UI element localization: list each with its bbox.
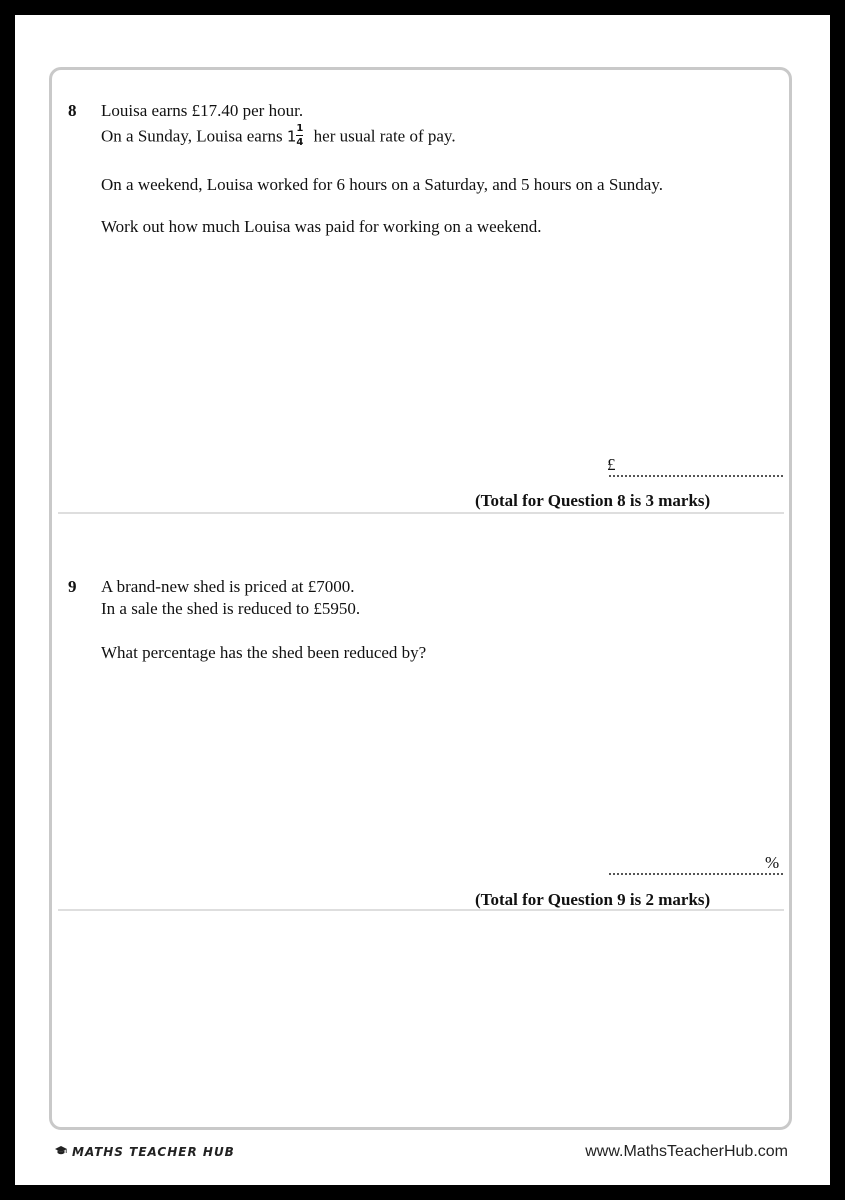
q9-total-marks: (Total for Question 9 is 2 marks) <box>475 890 711 909</box>
q9-line2: In a sale the shed is reduced to £5950. <box>101 599 361 618</box>
q8-answer-line[interactable] <box>609 475 783 477</box>
q8-number: 8 <box>68 101 77 120</box>
q8-fraction <box>296 123 303 148</box>
q8-line4: Work out how much Louisa was paid for working on a weekend. <box>101 217 542 236</box>
q9-divider <box>58 909 784 911</box>
q8-line1: Louisa earns £17.40 per hour. <box>101 101 304 120</box>
q8-fraction-denominator: 4 <box>296 137 304 148</box>
graduation-cap-icon <box>55 1145 67 1159</box>
q9-number: 9 <box>68 577 77 596</box>
q8-line2-post: her usual rate of pay. <box>313 126 456 146</box>
footer-logo <box>55 1145 235 1159</box>
exam-page <box>15 15 830 1185</box>
footer-url[interactable]: www.MathsTeacherHub.com <box>585 1143 788 1160</box>
footer-logo-text: MATHS TEACHER HUB <box>72 1145 235 1159</box>
q8-line2 <box>101 125 456 150</box>
q8-fraction-numerator: 1 <box>296 123 304 134</box>
q9-answer-percent: % <box>765 853 780 872</box>
q8-mixed-whole: 1 <box>286 127 297 146</box>
q8-line2-pre: On a Sunday, Louisa earns <box>101 126 283 146</box>
q9-line3: What percentage has the shed been reduced by? <box>101 643 427 662</box>
q9-answer-line[interactable] <box>609 873 783 875</box>
q8-total-marks: (Total for Question 8 is 3 marks) <box>475 491 711 510</box>
q8-line3: On a weekend, Louisa worked for 6 hours on a Saturday, and 5 hours on a Sunday. <box>101 175 663 194</box>
q8-answer-currency: £ <box>607 455 616 474</box>
q9-line1: A brand-new shed is priced at £7000. <box>101 577 355 596</box>
q8-divider <box>58 512 784 514</box>
